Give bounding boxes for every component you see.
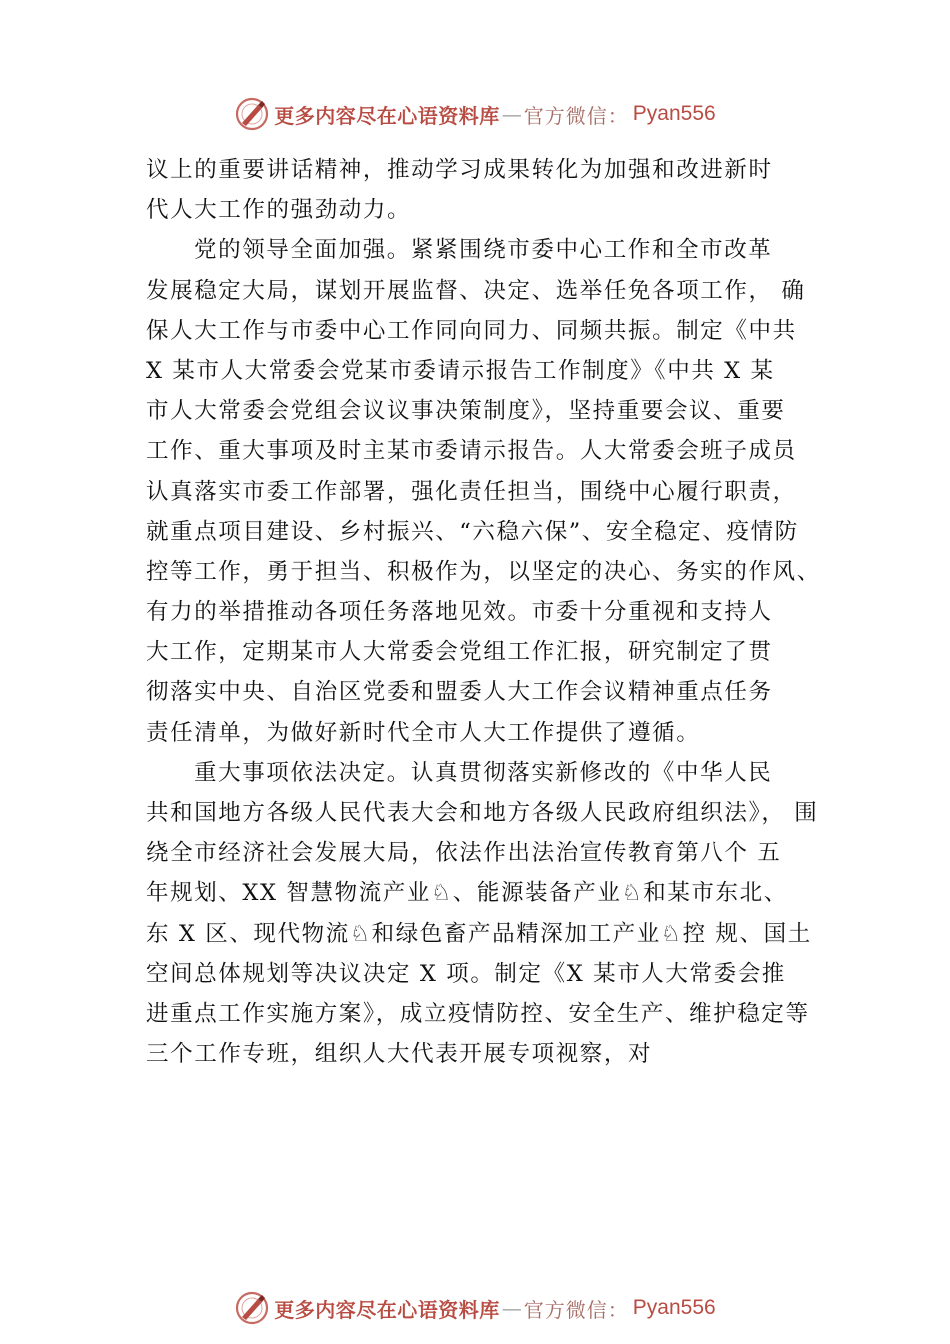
text-line: 代人大工作的强劲动力。 <box>146 197 412 224</box>
text-line: 工作、重大事项及时主某市委请示报告。人大常委会班子成员 <box>146 438 797 465</box>
banner-label: 官方微信： <box>523 1297 629 1322</box>
text-line: 市人大常委会党组会议议事决策制度》，坚持重要会议、重要 <box>146 398 786 425</box>
text-line: 年规划、XX 智慧物流产业♘、能源装备产业♘和某市东北、 <box>146 880 788 907</box>
banner-title: 更多内容尽在心语资料库 <box>274 103 500 128</box>
text-line: 责任清单，为做好新时代全市人大工作提供了遵循。 <box>146 719 701 746</box>
text-line: 有力的举措推动各项任务落地见效。市委十分重视和支持人 <box>146 599 773 626</box>
text-line: 进重点工作实施方案》，成立疫情防控、安全生产、维护稳定等 <box>146 1000 810 1027</box>
text-line: 三个工作专班，组织人大代表开展专项视察，对 <box>146 1041 653 1068</box>
paragraph-start-line: 重大事项依法决定。认真贯彻落实新修改的《中华人民 <box>194 759 773 786</box>
paragraph-start-line: 党的领导全面加强。紧紧围绕市委中心工作和全市改革 <box>194 237 773 264</box>
text-line: 保人大工作与市委中心工作同向同力、同频共振。制定《中共 <box>146 317 797 344</box>
header-banner <box>0 94 950 134</box>
text-line: 绕全市经济社会发展大局，依法作出法治宣传教育第八个 五 <box>146 840 782 867</box>
text-line: 议上的重要讲话精神，推动学习成果转化为加强和改进新时 <box>146 157 773 183</box>
text-line: 共和国地方各级人民代表大会和地方各级人民政府组织法》， 围 <box>146 800 819 826</box>
text-line: 东 X 区、现代物流♘和绿色畜产品精深加工产业♘控 规、国土 <box>146 920 812 947</box>
text-line: 认真落实市委工作部署，强化责任担当，围绕中心履行职责， <box>146 478 797 505</box>
banner-label: 官方微信： <box>523 103 629 128</box>
banner-wechat-id: Pyan556 <box>632 102 716 125</box>
text-line: 就重点项目建设、乡村振兴、“六稳六保”、安全稳定、疫情防 <box>146 518 799 545</box>
document-body <box>146 150 846 1074</box>
footer-banner <box>0 1288 950 1328</box>
text-line: 发展稳定大局，谋划开展监督、决定、选举任免各项工作， 确 <box>146 277 806 304</box>
pen-logo-icon <box>234 96 270 132</box>
pen-logo-icon <box>234 1290 270 1326</box>
banner-separator: — <box>501 1296 522 1320</box>
text-line: X 某市人大常委会党某市委请示报告工作制度》《中共 X 某 <box>146 357 775 384</box>
text-line: 彻落实中央、自治区党委和盟委人大工作会议精神重点任务 <box>146 679 773 706</box>
banner-title: 更多内容尽在心语资料库 <box>274 1297 500 1322</box>
text-line: 空间总体规划等决议决定 X 项。制定《X 某市人大常委会推 <box>146 960 786 987</box>
banner-separator: — <box>501 102 522 126</box>
text-line: 大工作，定期某市人大常委会党组工作汇报，研究制定了贯 <box>146 639 773 666</box>
text-line: 控等工作，勇于担当、积极作为，以坚定的决心、务实的作风、 <box>146 558 821 585</box>
banner-wechat-id: Pyan556 <box>632 1296 716 1319</box>
